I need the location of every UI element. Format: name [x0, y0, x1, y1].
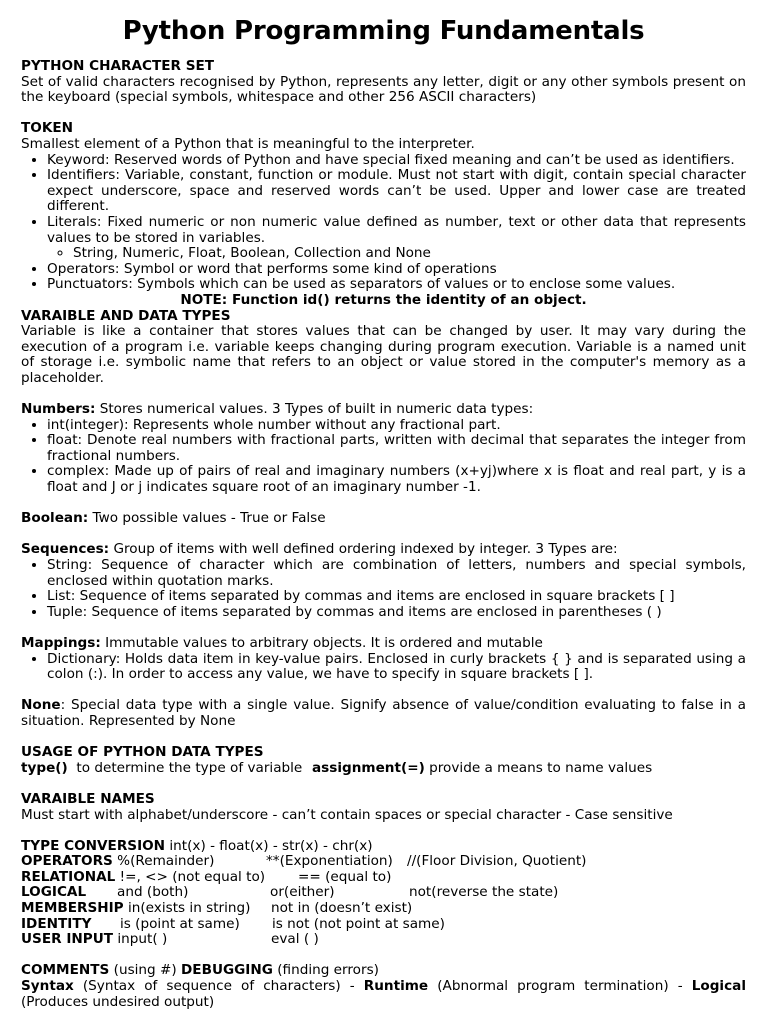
list-item: • complex: Made up of pairs of real and imaginary numbers (x+yj)where x is float and real part, y is a float and J or j indicates square root of an imaginary number -1. [47, 464, 746, 495]
token-heading: TOKEN [21, 120, 74, 137]
list-item: • Dictionary: Holds data item in key-value pairs. Enclosed in curly brackets { } and is separated using a colon (:). In order to access any value, we have to specify in square brackets [ ]. [47, 652, 746, 683]
membership-row: MEMBERSHIP in(exists in string) not in (doesn’t exist) [21, 900, 413, 917]
list-item: • Punctuators: Symbols which can be used as separators of values or to enclose some values. [47, 277, 746, 293]
sequences-list [21, 558, 746, 620]
token-intro: Smallest element of a Python that is meaningful to the interpreter. [21, 135, 475, 152]
note: NOTE: Function id() returns the identity of an object. [180, 291, 587, 308]
sequences-intro: Sequences: Group of items with well defined ordering indexed by integer. 3 Types are: [21, 541, 618, 558]
usage-row: type() to determine the type of variable assignment(=) provide a means to name values [21, 759, 653, 776]
list-item: • String: Sequence of character which are combination of letters, numbers and special symbols, enclosed within quotation marks. [47, 558, 746, 589]
names-text: Must start with alphabet/underscore - can’t contain spaces or special character - Case sensitive [21, 806, 673, 823]
conversion-row: TYPE CONVERSION int(x) - float(x) - str(x) - chr(x) [21, 837, 373, 854]
list-item: ◦ String, Numeric, Float, Boolean, Collection and None [73, 246, 746, 262]
identity-row: IDENTITY is (point at same) is not (not point at same) [21, 915, 445, 932]
list-item: • List: Sequence of items separated by commas and items are enclosed in square brackets [ ] [47, 589, 746, 605]
numbers-list [21, 418, 746, 496]
variables-heading: VARAIBLE AND DATA TYPES [21, 307, 231, 324]
mappings-list [21, 652, 746, 683]
usage-heading: USAGE OF PYTHON DATA TYPES [21, 744, 264, 761]
list-item: • Tuple: Sequence of items separated by commas and items are enclosed in parentheses ( ) [47, 605, 746, 621]
relational-row: RELATIONAL !=, <> (not equal to) == (equal to) [21, 868, 392, 885]
numbers-intro: Numbers: Stores numerical values. 3 Types of built in numeric data types: [21, 401, 534, 418]
page-title: Python Programming Fundamentals [122, 16, 645, 46]
literal-types-list [47, 246, 746, 262]
names-heading: VARAIBLE NAMES [21, 790, 155, 807]
charset-text: Set of valid characters recognised by Python, represents any letter, digit or any other symbols present on the keyboard (special symbols, whitespace and other 256 ASCII characters) [21, 73, 746, 106]
variables-text: Variable is like a container that stores values that can be changed by user. It may vary during the execution of a program i.e. variable keeps changing during program execution. Variable is a named unit of storage i.e. symbolic name that refers to an object or value stored in the computer's memory as a placeholder. [21, 323, 746, 386]
operators-row: OPERATORS %(Remainder) **(Exponentiation) //(Floor Division, Quotient) [21, 853, 587, 870]
list-item: • Literals: Fixed numeric or non numeric value defined as number, text or other data that represents values to be stored in variables. ◦ String, Numeric, Float, Boolean, Collection and None [47, 215, 746, 262]
logical-row: LOGICAL and (both) or(either) not(reverse the state) [21, 884, 559, 901]
list-item: • float: Denote real numbers with fractional parts, written with decimal that separates the integer from fractional numbers. [47, 433, 746, 464]
errors-text: Syntax (Syntax of sequence of characters) - Runtime (Abnormal program termination) - Logical (Produces undesired output) [21, 978, 746, 1010]
charset-heading: PYTHON CHARACTER SET [21, 58, 215, 74]
document-page [21, 15, 746, 1010]
list-item: • Operators: Symbol or word that performs some kind of operations [47, 262, 746, 278]
list-item: • Identifiers: Variable, constant, function or module. Must not start with digit, contain special character expect underscore, space and reserved words can’t be used. Upper and lower case are treated different. [47, 168, 746, 215]
token-list [21, 153, 746, 293]
list-item: • Keyword: Reserved words of Python and have special fixed meaning and can’t be used as identifiers. [47, 153, 746, 169]
comments-text: COMMENTS (using #) DEBUGGING (finding errors) [21, 962, 379, 979]
list-item: • int(integer): Represents whole number without any fractional part. [47, 418, 746, 434]
boolean-text: Boolean: Two possible values - True or False [21, 510, 326, 527]
none-text: None: Special data type with a single value. Signify absence of value/condition evaluating to false in a situation. Represented by None [21, 697, 746, 729]
input-row: USER INPUT input( ) eval ( ) [21, 931, 319, 948]
mappings-intro: Mappings: Immutable values to arbitrary objects. It is ordered and mutable [21, 634, 543, 651]
